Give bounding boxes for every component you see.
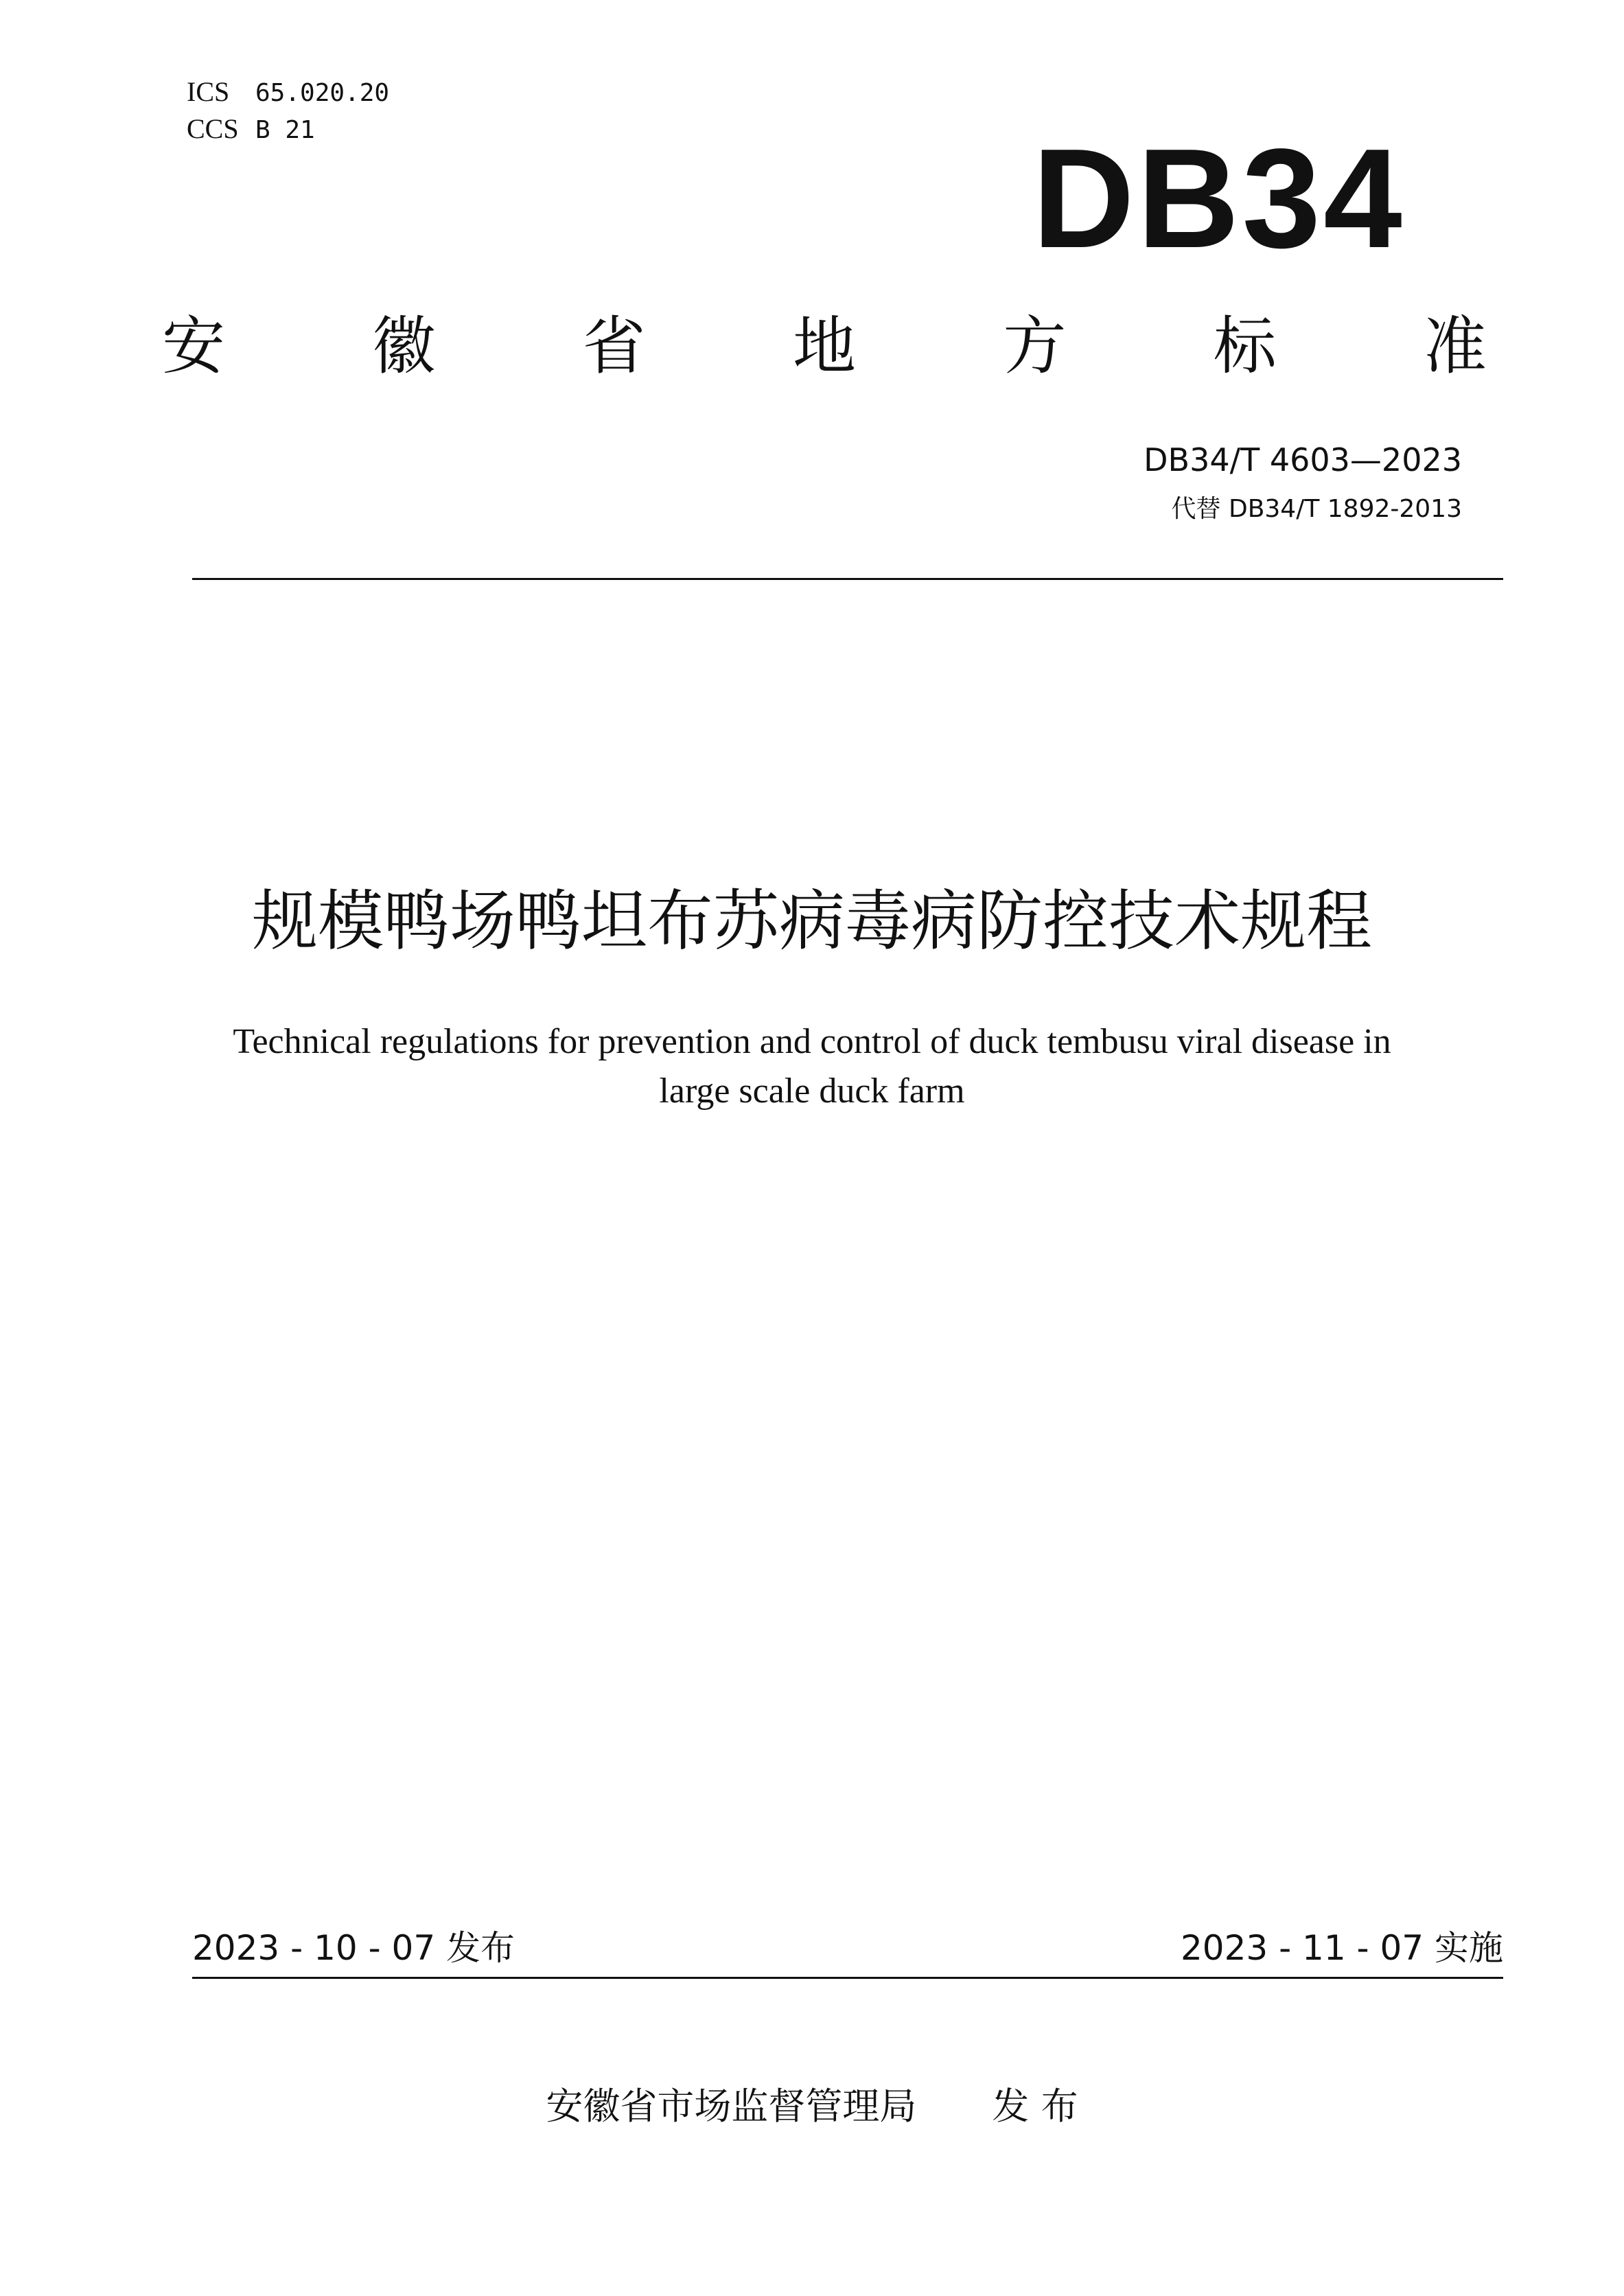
replaces-standard: 代替 DB34/T 1892-2013: [1171, 495, 1462, 523]
standard-type-char: 安: [162, 310, 226, 383]
implementation-date: 2023 - 11 - 07 实施: [1180, 1928, 1503, 1968]
issue-date: 2023 - 10 - 07 发布: [192, 1928, 515, 1968]
ics-value: 65.020.20: [255, 79, 390, 107]
issuer-line: [0, 2083, 1624, 2131]
document-title-en: Technical regulations for prevention and control of duck tembusu viral disease in large scale duck farm: [233, 1022, 1391, 1111]
ics-label: ICS: [187, 76, 230, 107]
classification-codes: [187, 74, 389, 148]
issuer-action: 发 布: [992, 2085, 1078, 2128]
standard-type-char: 省: [582, 310, 646, 383]
document-title-cn: 规模鸭场鸭坦布苏病毒病防控技术规程: [252, 883, 1372, 960]
standard-type-char: 徽: [372, 310, 436, 383]
ccs-row: [187, 111, 389, 148]
footer-divider: [192, 1977, 1503, 1979]
standard-code-logo: DB34: [1032, 119, 1405, 277]
standard-type-char: 方: [1003, 310, 1067, 383]
standard-type-char: 地: [792, 310, 856, 383]
ccs-label: CCS: [187, 113, 239, 144]
standard-number: DB34/T 4603—2023: [1144, 441, 1462, 478]
standard-type-char: 准: [1423, 310, 1487, 383]
issuer-name: 安徽省市场监督管理局: [546, 2085, 917, 2128]
header-divider: [192, 578, 1503, 580]
ics-row: [187, 74, 389, 111]
standard-type-char: 标: [1213, 310, 1277, 383]
standard-type-heading: [162, 309, 1487, 384]
ccs-value: B 21: [255, 116, 315, 144]
